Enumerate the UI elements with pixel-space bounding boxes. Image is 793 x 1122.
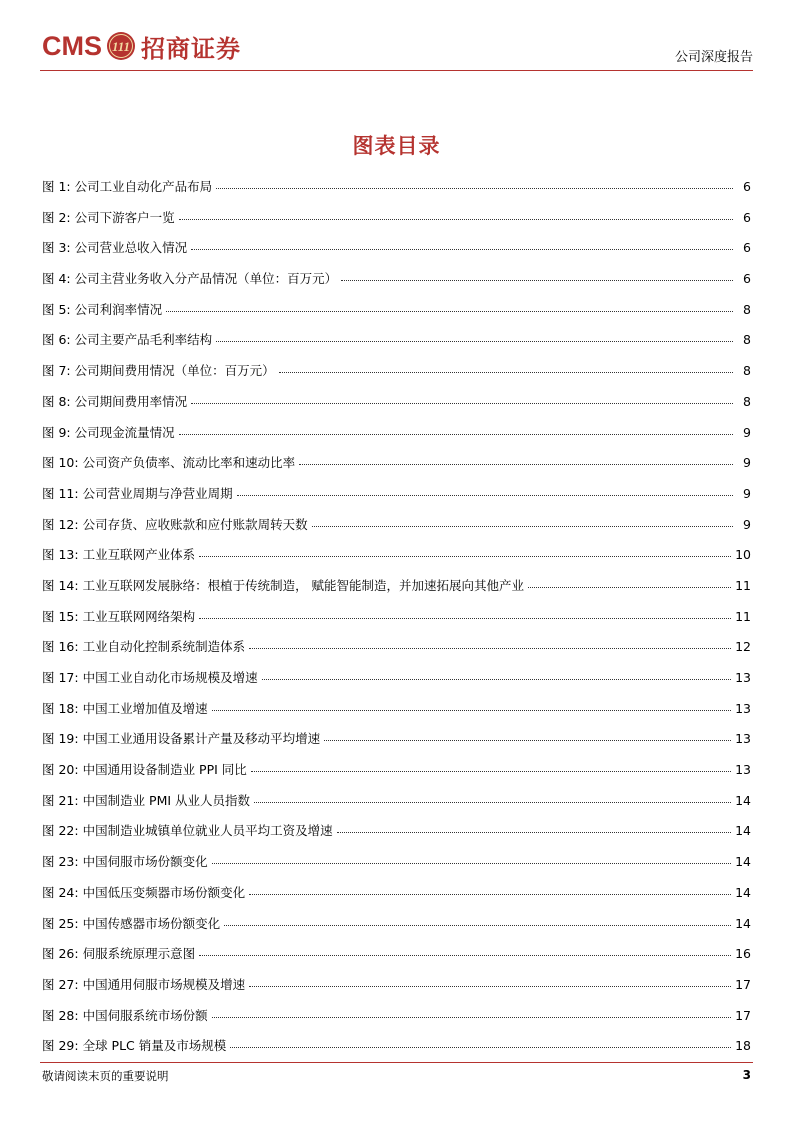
toc-entry-label: 图 12: 公司存货、应收账款和应付账款周转天数 <box>42 516 308 532</box>
toc-entry-label: 图 14: 工业互联网发展脉络：根植于传统制造， 赋能智能制造，并加速拓展向其他产业 <box>42 577 525 593</box>
toc-entry[interactable] <box>42 852 751 883</box>
toc-entry-label: 图 8: 公司期间费用率情况 <box>42 393 188 409</box>
toc-entry-page: 9 <box>743 485 751 501</box>
toc-entry-page: 13 <box>735 670 751 685</box>
toc-entry[interactable] <box>42 484 751 515</box>
toc-entry[interactable] <box>42 238 751 269</box>
logo-badge-icon <box>106 31 136 61</box>
toc-entry[interactable] <box>42 1006 751 1037</box>
toc-entry-page: 6 <box>743 271 751 287</box>
toc-dot-leader <box>279 372 733 373</box>
toc-entry-page: 16 <box>735 946 751 962</box>
toc-entry[interactable] <box>42 576 751 607</box>
toc-entry-label: 图 23: 中国伺服市场份额变化 <box>42 854 208 870</box>
toc-entry-page: 8 <box>743 301 751 317</box>
toc-entry-page: 14 <box>735 854 751 870</box>
toc-entry-label: 图 20: 中国通用设备制造业 PPI 同比 <box>42 762 247 778</box>
toc-entry[interactable] <box>42 914 751 945</box>
toc-dot-leader <box>249 986 731 987</box>
toc-entry-page: 17 <box>735 976 751 992</box>
header-divider <box>40 70 753 71</box>
toc-entry-page: 8 <box>743 393 751 409</box>
toc-entry-page: 9 <box>743 424 751 440</box>
toc-entry[interactable] <box>42 668 751 699</box>
logo-badge-mark: 111 <box>111 39 131 54</box>
toc-entry[interactable] <box>42 791 751 822</box>
toc-dot-leader <box>251 771 731 772</box>
toc-entry-label: 图 4: 公司主营业务收入分产品情况（单位：百万元） <box>42 271 338 287</box>
toc-entry-page: 17 <box>735 1007 751 1023</box>
toc-list <box>42 177 751 1067</box>
toc-entry-label: 图 2: 公司下游客户一览 <box>42 209 175 225</box>
toc-dot-leader <box>299 464 733 465</box>
toc-entry[interactable] <box>42 637 751 668</box>
toc-entry-label: 图 9: 公司现金流量情况 <box>42 424 175 440</box>
toc-entry-label: 图 5: 公司利润率情况 <box>42 301 163 317</box>
toc-entry[interactable] <box>42 699 751 730</box>
toc-entry-page: 6 <box>743 209 751 225</box>
toc-dot-leader <box>212 710 732 711</box>
toc-dot-leader <box>179 434 733 435</box>
toc-entry-page: 11 <box>735 577 751 593</box>
toc-entry[interactable] <box>42 944 751 975</box>
toc-entry[interactable] <box>42 177 751 208</box>
toc-dot-leader <box>341 280 733 281</box>
toc-entry[interactable] <box>42 545 751 576</box>
report-type-label: 公司深度报告 <box>674 50 753 65</box>
toc-dot-leader <box>224 925 731 926</box>
toc-entry-page: 6 <box>743 179 751 194</box>
toc-entry-label: 图 10: 公司资产负债率、流动比率和速动比率 <box>42 455 296 471</box>
toc-entry-page: 9 <box>743 455 751 471</box>
toc-entry-page: 10 <box>735 547 751 563</box>
toc-entry[interactable] <box>42 423 751 454</box>
toc-entry-page: 13 <box>735 700 751 716</box>
toc-title: 图表目录 <box>352 133 441 158</box>
toc-dot-leader <box>199 955 731 956</box>
toc-entry[interactable] <box>42 883 751 914</box>
toc-entry-page: 14 <box>735 884 751 900</box>
toc-entry-label: 图 26: 伺服系统原理示意图 <box>42 946 196 962</box>
toc-entry-label: 图 25: 中国传感器市场份额变化 <box>42 915 221 931</box>
toc-entry-label: 图 22: 中国制造业城镇单位就业人员平均工资及增速 <box>42 823 333 839</box>
toc-dot-leader <box>191 249 733 250</box>
toc-entry-label: 图 29: 全球 PLC 销量及市场规模 <box>42 1038 227 1054</box>
toc-entry-page: 8 <box>743 363 751 379</box>
toc-entry-label: 图 13: 工业互联网产业体系 <box>42 547 196 563</box>
toc-entry-label: 图 24: 中国低压变频器市场份额变化 <box>42 884 246 900</box>
toc-entry-label: 图 19: 中国工业通用设备累计产量及移动平均增速 <box>42 731 321 747</box>
toc-entry[interactable] <box>42 821 751 852</box>
toc-entry[interactable] <box>42 515 751 546</box>
toc-dot-leader <box>312 526 733 527</box>
toc-dot-leader <box>337 832 732 833</box>
toc-entry-label: 图 27: 中国通用伺服市场规模及增速 <box>42 976 246 992</box>
toc-dot-leader <box>262 679 732 680</box>
toc-entry-label: 图 21: 中国制造业 PMI 从业人员指数 <box>42 792 251 808</box>
toc-entry-label: 图 28: 中国伺服系统市场份额 <box>42 1007 208 1023</box>
toc-dot-leader <box>249 894 731 895</box>
toc-dot-leader <box>179 219 733 220</box>
page-number: 3 <box>742 1068 751 1082</box>
toc-entry[interactable] <box>42 453 751 484</box>
toc-entry-label: 图 1: 公司工业自动化产品布局 <box>42 179 213 194</box>
toc-dot-leader <box>216 188 733 189</box>
toc-entry[interactable] <box>42 330 751 361</box>
page-header <box>0 0 793 75</box>
toc-entry-label: 图 3: 公司营业总收入情况 <box>42 240 188 256</box>
toc-entry-page: 12 <box>735 639 751 655</box>
toc-entry-label: 图 7: 公司期间费用情况（单位：百万元） <box>42 363 275 379</box>
toc-dot-leader <box>199 556 731 557</box>
toc-entry-page: 8 <box>743 332 751 348</box>
toc-dot-leader <box>230 1047 731 1048</box>
toc-entry[interactable] <box>42 729 751 760</box>
toc-dot-leader <box>528 587 731 588</box>
toc-entry[interactable] <box>42 975 751 1006</box>
toc-entry[interactable] <box>42 208 751 239</box>
toc-dot-leader <box>249 648 731 649</box>
logo-cms-text: CMS <box>42 30 102 61</box>
toc-entry[interactable] <box>42 760 751 791</box>
toc-entry[interactable] <box>42 392 751 423</box>
toc-dot-leader <box>237 495 733 496</box>
toc-entry-label: 图 11: 公司营业周期与净营业周期 <box>42 485 233 501</box>
toc-dot-leader <box>212 863 732 864</box>
logo-company-name: 招商证券 <box>141 33 241 63</box>
toc-entry-label: 图 6: 公司主要产品毛利率结构 <box>42 332 213 348</box>
toc-entry[interactable] <box>42 300 751 331</box>
toc-dot-leader <box>254 802 731 803</box>
toc-entry-page: 13 <box>735 762 751 778</box>
toc-entry-label: 图 15: 工业互联网网络架构 <box>42 608 196 624</box>
toc-entry-page: 14 <box>735 915 751 931</box>
toc-entry-label: 图 17: 中国工业自动化市场规模及增速 <box>42 670 258 685</box>
company-logo <box>42 26 241 66</box>
toc-dot-leader <box>199 618 731 619</box>
toc-entry[interactable] <box>42 269 751 300</box>
toc-entry-page: 18 <box>735 1038 751 1054</box>
toc-dot-leader <box>212 1017 732 1018</box>
toc-entry[interactable] <box>42 361 751 392</box>
footer-divider <box>40 1062 753 1063</box>
toc-dot-leader <box>166 311 733 312</box>
toc-entry-page: 14 <box>735 792 751 808</box>
toc-entry-label: 图 16: 工业自动化控制系统制造体系 <box>42 639 246 655</box>
toc-entry-label: 图 18: 中国工业增加值及增速 <box>42 700 208 716</box>
toc-entry-page: 9 <box>743 516 751 532</box>
toc-entry[interactable] <box>42 607 751 638</box>
toc-dot-leader <box>191 403 733 404</box>
toc-dot-leader <box>324 740 731 741</box>
footer-disclaimer: 敬请阅读末页的重要说明 <box>42 1069 169 1083</box>
toc-entry-page: 11 <box>735 608 751 624</box>
toc-dot-leader <box>216 341 733 342</box>
toc-entry-page: 14 <box>735 823 751 839</box>
toc-entry-page: 13 <box>735 731 751 747</box>
toc-entry-page: 6 <box>743 240 751 256</box>
